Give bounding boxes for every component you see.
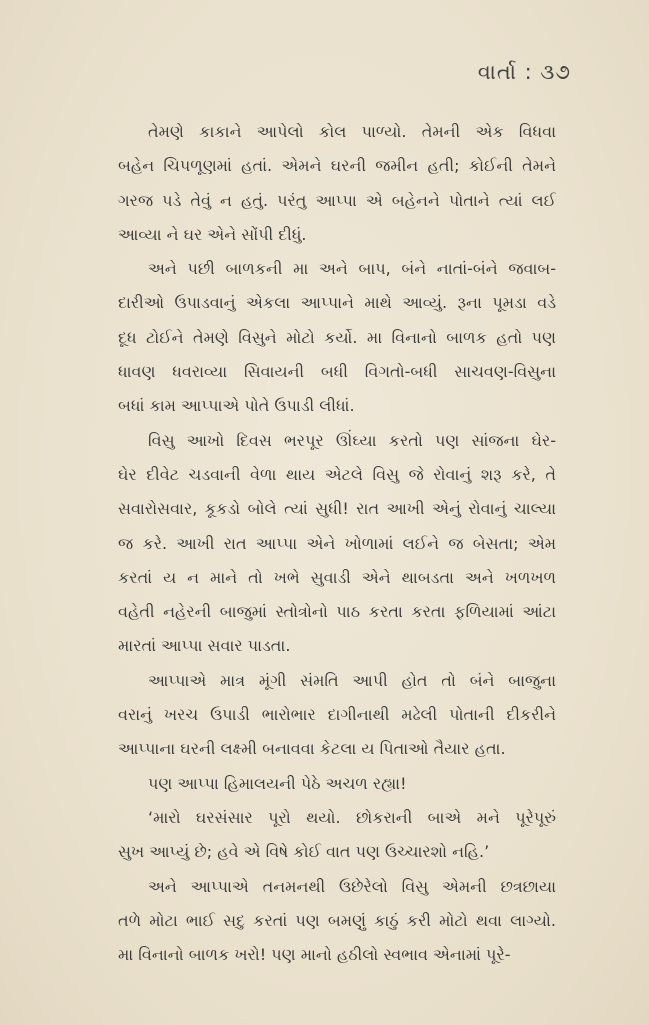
text-line: મારતાં આપ્પા સવાર પાડતા. <box>118 636 291 656</box>
paragraph <box>118 252 556 423</box>
text-line: અને આપ્પાએ તનમનથી ઉછેરેલો વિસુ એમની છત્રછાયા <box>148 876 556 896</box>
text-line: ‘મારો ઘરસંસાર પૂરો થયો. છોકરાની બાએ મને પૂરેપૂરું <box>148 807 556 827</box>
running-header-page-number: વાર્તા : ૩૭ <box>477 60 571 84</box>
text-line: જ કરે. આખી રાત આપ્પા એને ખોળામાં લઈને જ બેસતા; એમ <box>118 533 556 553</box>
header-wavy-rule <box>443 94 571 100</box>
text-line: ગરજ પડે તેવું ન હતું. પરંતુ આપ્પા એ બહેનને પોતાને ત્યાં લઈ <box>118 190 556 210</box>
paragraph <box>118 801 556 870</box>
text-line: વહેતી નહેરની બાજુમાં સ્તોત્રોનો પાઠ કરતા કરતા ફળિયામાં આંટા <box>118 602 556 622</box>
text-line: વરાનું ખરચ ઉપાડી ભારોભાર દાગીનાથી મઢેલી પોતાની દીકરીને <box>118 705 556 725</box>
text-line: આવ્યા ને ઘર એને સોંપી દીધું. <box>118 224 307 244</box>
text-line: પણ આપ્પા હિમાલયની પેઠે અચળ રહ્યા! <box>148 773 407 793</box>
text-line: મા વિનાનો બાળક ખરો! પણ માનો હઠીલો સ્વભાવ એનામાં પૂરે- <box>118 945 511 965</box>
paragraph <box>118 870 556 973</box>
paragraph <box>118 767 556 801</box>
text-line: ઘેર દીવેટ ચડવાની વેળા થાય એટલે વિસુ જે રોવાનું શરૂ કરે, તે <box>118 464 556 484</box>
text-line: ધાવણ ધવરાવ્યા સિવાયની બધી વિગતો-બધી સાચવણ-વિસુના <box>118 362 556 382</box>
text-line: બધાં કામ આપ્પાએ પોતે ઉપાડી લીધાં. <box>118 396 355 416</box>
text-line: અને પછી બાળકની મા અને બાપ, બંને નાતાં-બંને જવાબ- <box>148 259 556 279</box>
text-line: વિસુ આખો દિવસ ભરપૂર ઊંઘ્યા કરતો પણ સાંજના ઘેર- <box>148 430 556 450</box>
text-line: દારીઓ ઉપાડવાનું એકલા આપ્પાને માથે આવ્યું. રૂના પૂમડા વડે <box>118 293 556 313</box>
text-line: દૂધ ટોઈને તેમણે વિસુને મોટો કર્યો. મા વિનાનો બાળક હતો પણ <box>118 327 556 347</box>
text-line: કરતાં ય ન માને તો ખભે સુવાડી એને થાબડતા અને ખળખળ <box>118 567 556 587</box>
text-line: આપ્પાએ માત્ર મૂંગી સંમતિ આપી હોત તો બંને બાજુના <box>148 670 556 690</box>
paragraph <box>118 424 556 664</box>
text-line: તેમણે કાકાને આપેલો કોલ પાળ્યો. તેમની એક વિધવા <box>148 122 556 141</box>
text-line: સવારોસવાર, કૂકડો બોલે ત્યાં સુધી! રાત આખી એનું રોવાનું ચાલ્યા <box>118 499 556 519</box>
text-line: સુખ આપ્યું છે; હવે એ વિષે કોઈ વાત પણ ઉચ્ચારશો નહિ.’ <box>118 842 490 862</box>
paragraph <box>118 115 556 252</box>
paragraph <box>118 664 556 767</box>
text-line: આપ્પાના ઘરની લક્ષ્મી બનાવવા કેટલા ય પિતાઓ તૈયાર હતા. <box>118 739 506 759</box>
page-body-text <box>118 115 556 972</box>
text-line: બહેન ચિપળૂણમાં હતાં. એમને ઘરની જમીન હતી; કોઈની તેમને <box>118 156 556 176</box>
text-line: તળે મોટા ભાઈ સદુ કરતાં પણ બમણું કાઠું કરી મોટો થવા લાગ્યો. <box>118 910 556 930</box>
page-header <box>478 60 571 85</box>
